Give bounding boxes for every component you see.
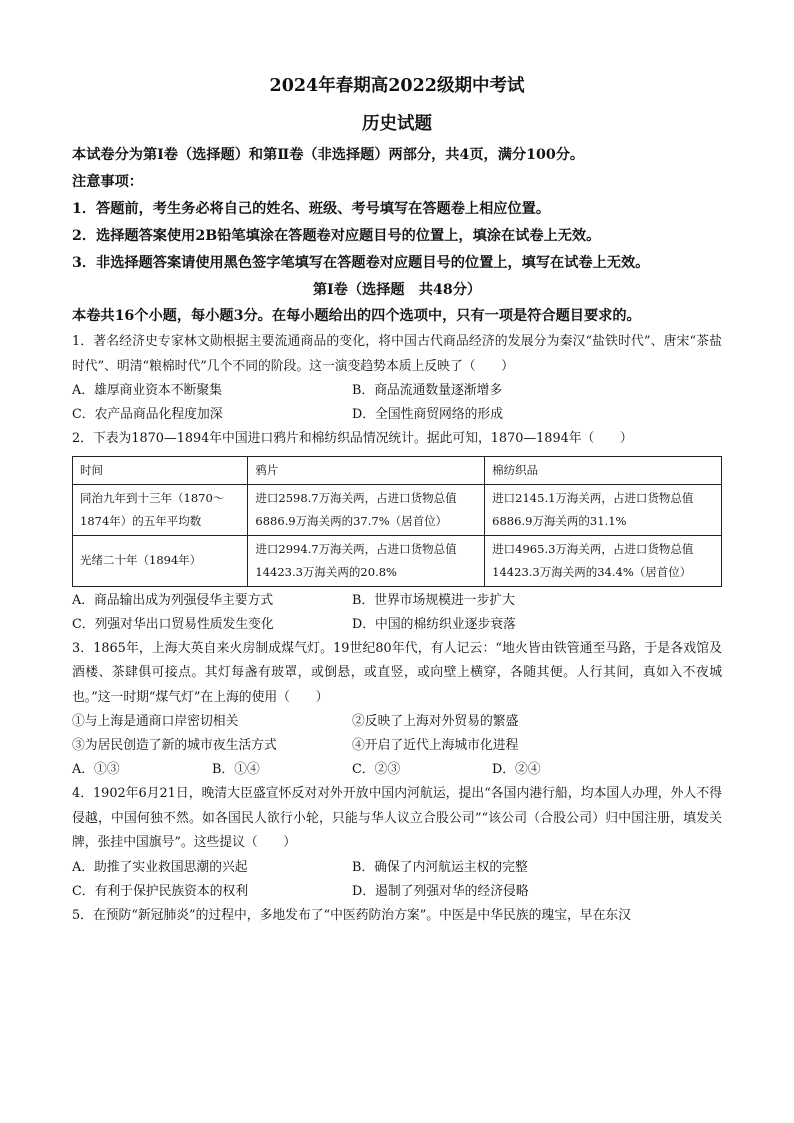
option-a: A．助推了实业救国思潮的兴起 [72,859,248,875]
option-d: D．中国的棉纺织业逐步衰落 [352,616,516,632]
option-c: C．农产品商品化程度加深 [72,407,223,422]
option-b: B．商品流通数量逐渐增多 [352,383,503,398]
table-row [73,484,722,535]
option-c: C．有利于保护民族资本的权利 [72,883,249,899]
section-instructions: 本卷共16个小题，每小题3分。在每小题给出的四个选项中，只有一项是符合题目要求的。 [72,308,641,324]
table-cell: 进口2145.1万海关两，占进口货物总值6886.9万海关两的31.1% [485,484,722,535]
option-d: D．遏制了列强对华的经济侵略 [352,883,529,899]
statement-2: ②反映了上海对外贸易的繁盛 [352,714,519,729]
question-1-options [72,379,722,427]
table-header: 棉纺织品 [485,456,722,484]
notice-heading: 注意事项： [72,174,143,190]
option-d: D．全国性商贸网络的形成 [352,407,504,422]
question-3-stem: 3．1865年，上海大英自来火房制成煤气灯。19世纪80年代，有人记云：“地火皆由铁管通至马路，于是各戏馆及酒楼、茶肆俱可接点。其灯每盏有玻罩，或倒悬，或直竖，或向壁上横穿，各随其便。人行其间，真如入不夜城也。”这一时期“煤气灯”在上海的使用（ ） [72,640,722,705]
table-cell: 同治九年到十三年（1870～1874年）的五年平均数 [73,484,248,535]
question-2-stem: 2．下表为1870—1894年中国进口鸦片和棉纺织品情况统计。据此可知，1870—1894年（ ） [72,431,633,446]
option-a: A．①③ [72,762,120,777]
table-cell: 光绪二十年（1894年） [73,535,248,586]
option-b: B．确保了内河航运主权的完整 [352,859,528,875]
statement-1: ①与上海是通商口岸密切相关 [72,714,239,729]
exam-title: 2024年春期高2022级期中考试 [269,76,525,96]
option-a: A．商品输出成为列强侵华主要方式 [72,592,274,608]
table-cell: 进口2598.7万海关两，占进口货物总值6886.9万海关两的37.7%（居首位） [248,484,485,535]
question-1-stem: 1．著名经济史专家林文勋根据主要流通商品的变化，将中国古代商品经济的发展分为秦汉“盐铁时代”、唐宋“茶盐时代”、明清“粮棉时代”几个不同的阶段。这一演变趋势本质上反映了（ ） [72,334,722,374]
section-heading: 第Ⅰ卷（选择题 共48分） [312,282,482,298]
option-b: B．世界市场规模进一步扩大 [352,592,515,608]
option-a: A．雄厚商业资本不断聚集 [72,383,223,398]
table-header: 鸦片 [248,456,485,484]
option-b: B．①④ [212,762,260,777]
question-3-options [72,758,722,782]
question-2-options [72,589,722,637]
table-header: 时间 [73,456,248,484]
import-table [72,456,722,587]
question-5-stem: 5．在预防“新冠肺炎”的过程中，多地发布了“中医药防治方案”。中医是中华民族的瑰宝，早在东汉 [72,907,631,923]
notice-item: 3．非选择题答案请使用黑色签字笔填写在答题卷对应题目号的位置上，填写在试卷上无效。 [72,255,650,271]
statement-4: ④开启了近代上海城市化进程 [352,738,519,753]
option-c: C．列强对华出口贸易性质发生变化 [72,616,274,632]
question-4-options [72,856,722,904]
table-row [73,535,722,586]
option-d: D．②④ [492,762,541,777]
question-3-statements [72,710,722,758]
intro-text: 本试卷分为第Ⅰ卷（选择题）和第Ⅱ卷（非选择题）两部分，共4页，满分100分。 [72,147,585,163]
question-4-stem: 4．1902年6月21日，晚清大臣盛宣怀反对对外开放中国内河航运，提出“各国内港行船，均本国人办理，外人不得侵越，中国何独不然。如各国民人欲行小轮，只能与华人议立合股公司”“该公司（合股公司）归中国注册，填发关牌，张挂中国旗号”。这些提议（ ） [72,786,722,850]
table-header-row [73,456,722,484]
option-c: C．②③ [352,762,401,777]
statement-3: ③为居民创造了新的城市夜生活方式 [72,738,277,753]
notice-item: 1．答题前，考生务必将自己的姓名、班级、考号填写在答题卷上相应位置。 [72,201,551,217]
subject-title: 历史试题 [362,114,432,134]
table-cell: 进口4965.3万海关两，占进口货物总值14423.3万海关两的34.4%（居首位） [485,535,722,586]
notice-item: 2．选择题答案使用2B铅笔填涂在答题卷对应题目号的位置上，填涂在试卷上无效。 [72,228,601,244]
table-cell: 进口2994.7万海关两，占进口货物总值14423.3万海关两的20.8% [248,535,485,586]
exam-page [72,72,722,928]
